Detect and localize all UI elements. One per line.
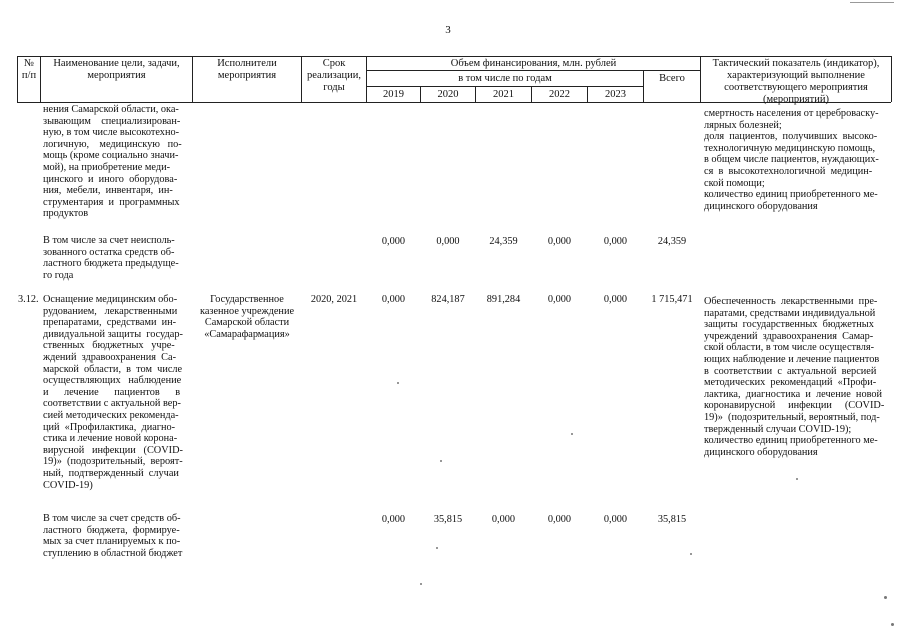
row-0-name: нения Самарской области, ока- зывающим специализирован- ную, в том числе высокотехно- логичную, медицинскую по- мощь (кроме социально значи- мой), на приобретение меди- цинского и иного оборудова- ния, мебели, инвентаря, ин- струментария и программных продуктов bbox=[43, 104, 182, 220]
col-line-right bbox=[891, 56, 892, 102]
funding-subline bbox=[366, 70, 700, 71]
header-funding: Объем финансирования, млн. рублей bbox=[450, 58, 617, 69]
header-num: № п/п bbox=[21, 58, 37, 81]
row-1-val-2020: 0,000 bbox=[436, 236, 460, 247]
page-number: 3 bbox=[445, 24, 451, 36]
row-0-indicator: смертность населения от цереброваску- лярных болезней; доля пациентов, получивших высоко- технологичную медицинскую помощь, в общем числе пациентов, нуждающих- ся в высокотехнологичной медицин- ской помощи; количество единиц приобретенного ме- дицинского оборудования bbox=[704, 108, 879, 212]
row-2-val-2021: 891,284 bbox=[486, 294, 521, 305]
header-year-2023: 2023 bbox=[605, 89, 626, 100]
row-2-executor: Государственное казенное учреждение Самарской области «Самарафармация» bbox=[199, 294, 295, 340]
row-2-indicator: Обеспеченность лекарственными пре- паратами, средствами индивидуальной защиты государственных бюджетных учреждений здравоохранения Самар- ской области, в том числе осуществля- ющих наблюдение и лечение пациентов в соответствии с актуальной версией методических рекомендаций «Профи- лактика, диагностика и лечение новой коронавирусной инфекции (COVID- 19)» (подозрительный, вероятный, под- твержденный случаи COVID-19); количество единиц приобретенного ме- дицинского оборудования bbox=[704, 296, 885, 458]
row-2-val-2020: 824,187 bbox=[431, 294, 465, 305]
row-3-val-2020: 35,815 bbox=[433, 514, 463, 525]
row-3-name: В том числе за счет средств об- ластного бюджета, формируе- мых за счет планируемых к по- ступлению в областной бюджет bbox=[43, 513, 183, 559]
scan-speck bbox=[891, 623, 894, 626]
row-3-val-2021: 0,000 bbox=[491, 514, 516, 525]
scan-speck bbox=[571, 433, 573, 435]
scan-speck bbox=[796, 478, 798, 480]
header-year-2021: 2021 bbox=[493, 89, 514, 100]
scan-speck bbox=[690, 553, 692, 555]
header-top-line bbox=[17, 56, 891, 57]
row-3-val-2022: 0,000 bbox=[547, 514, 572, 525]
row-1-val-2023: 0,000 bbox=[603, 236, 628, 247]
row-2-val-2023: 0,000 bbox=[603, 294, 628, 305]
scan-speck bbox=[436, 547, 438, 549]
row-2-val-2019: 0,000 bbox=[381, 294, 406, 305]
row-1-total: 24,359 bbox=[657, 236, 687, 247]
header-year-2022: 2022 bbox=[549, 89, 570, 100]
top-edge-mark bbox=[850, 2, 894, 3]
years-subline bbox=[366, 86, 643, 87]
row-2-period: 2020, 2021 bbox=[310, 294, 358, 305]
header-year-2019: 2019 bbox=[383, 89, 404, 100]
row-2-total: 1 715,471 bbox=[651, 294, 693, 305]
row-3-val-2023: 0,000 bbox=[603, 514, 628, 525]
row-3-total: 35,815 bbox=[657, 514, 687, 525]
header-executors-label: Исполнители мероприятия bbox=[217, 58, 277, 81]
scan-speck bbox=[440, 460, 442, 462]
header-by-years: в том числе по годам bbox=[458, 73, 552, 84]
row-3-val-2019: 0,000 bbox=[381, 514, 406, 525]
header-total: Всего bbox=[659, 73, 685, 84]
header-name: Наименование цели, задачи, мероприятия bbox=[53, 58, 180, 81]
scan-speck bbox=[397, 382, 399, 384]
header-indicator: Тактический показатель (индикатор), характеризующий выполнение соответствующего мероприятия (мероприятий) bbox=[712, 58, 880, 105]
scan-speck bbox=[884, 596, 887, 599]
row-2-val-2022: 0,000 bbox=[547, 294, 572, 305]
row-1-val-2022: 0,000 bbox=[547, 236, 572, 247]
header-year-2020: 2020 bbox=[437, 89, 459, 100]
row-2-num: 3.12. bbox=[18, 294, 39, 305]
scan-speck bbox=[420, 583, 422, 585]
row-2-name: Оснащение медицинским обо- рудованием, лекарственными препаратами, средствами ин- дивидуальной защиты государ- ственных бюджетных учре- ждений здравоохранения Са- марской области, в том числе осуществляющих наблюдение и лечение пациентов в соответствии с актуальной вер- сией методических рекоменда- ций «Профилактика, диагно- стика и лечение новой корона- вирусной инфекции (COVID- 19)» (подозрительный, вероят- ный, подтвержденный случаи COVID-19) bbox=[43, 294, 183, 491]
row-1-val-2021: 24,359 bbox=[489, 236, 518, 247]
row-1-val-2019: 0,000 bbox=[381, 236, 406, 247]
row-1-name: В том числе за счет неисполь- зованного остатка средств об- ластного бюджета предыдуще- го года bbox=[43, 235, 179, 281]
header-period: Срок реализации, годы bbox=[307, 58, 361, 93]
